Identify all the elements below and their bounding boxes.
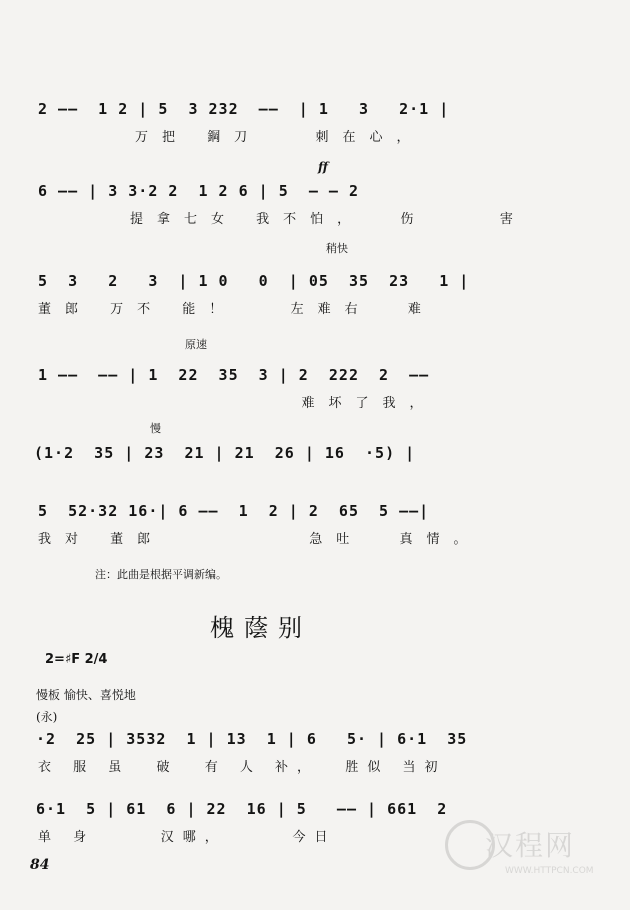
lyrics-text: 难坏了我，	[102, 396, 437, 411]
lyrics-text: 单 身 汉哪， 今日	[38, 830, 337, 845]
notes-line-2	[30, 182, 520, 206]
notes-line-1	[30, 100, 520, 124]
song-title: 槐蔭别	[210, 614, 312, 642]
tempo-mark-yuan-su: 原速	[185, 338, 207, 351]
voice-marker: (永)	[36, 710, 58, 724]
notes-text: ·2 25 | 3532 1 | 13 1 | 6 5· | 6·1 35	[36, 730, 468, 748]
ff-mark: ff	[318, 160, 328, 174]
score-row-2	[30, 160, 527, 242]
tempo-mark-man: 慢	[150, 422, 161, 435]
lyrics-text: 我对 董郎 急吐 真情。	[38, 532, 481, 547]
lyrics-line-3	[30, 298, 520, 318]
lyrics-line-2	[30, 208, 527, 228]
score-row-5	[30, 422, 520, 504]
notes-line-4	[30, 366, 520, 390]
notes-text: 6 —— | 3 3·2 2 1 2 6 | 5 — — 2	[38, 182, 359, 200]
notes-line-3	[30, 272, 520, 296]
lyrics-line-7	[30, 756, 520, 776]
score-row-4	[30, 338, 520, 426]
notes-text: (1·2 35 | 23 21 | 21 26 | 16 ·5) |	[34, 444, 416, 462]
notes-line-6	[30, 502, 520, 526]
score-row-6	[30, 502, 520, 562]
notes-text: 6·1 5 | 61 6 | 22 16 | 5 —— | 661 2	[36, 800, 448, 818]
lyrics-text: 衣 服 虽 破 有 人 补， 胜似 当初	[38, 760, 447, 775]
lyrics-text: 董郎 万不 能！ 左难右 难	[38, 302, 435, 317]
tempo-mark-shao-kuai: 稍快	[326, 242, 348, 255]
notes-line-5	[30, 444, 520, 468]
lyrics-text: 提拿七女 我不怕， 伤 害	[130, 212, 527, 227]
lyrics-line-1	[30, 126, 520, 146]
tempo-expression: 慢板 愉快、喜悦地	[36, 688, 136, 702]
notes-text: 1 —— —— | 1 22 35 3 | 2 222 2 ——	[38, 366, 430, 384]
lyrics-text: 万把 鋼刀 刺在心，	[135, 130, 424, 145]
watermark-text: 汉程网	[485, 829, 576, 862]
lyrics-line-6	[30, 528, 520, 548]
key-signature: 2=♯F 2/4	[45, 652, 108, 667]
notes-text: 5 3 2 3 | 1 0 0 | 05 35 23 1 |	[38, 272, 470, 290]
watermark	[445, 820, 620, 890]
score-row-1	[30, 100, 520, 160]
lyrics-line-4	[30, 392, 520, 412]
score-row-3	[30, 242, 520, 332]
watermark-url: WWW.HTTPCN.COM	[505, 866, 594, 876]
footnote: 注：此曲是根据平调新编。	[95, 568, 227, 581]
notes-text: 2 —— 1 2 | 5 3 232 —— | 1 3 2·1 |	[38, 100, 450, 118]
notes-text: 5 52·32 16·| 6 —— 1 2 | 2 65 5 ——|	[38, 502, 430, 520]
score-row-7	[30, 730, 520, 790]
page-number: 84	[30, 857, 50, 873]
notes-line-7	[30, 730, 520, 754]
